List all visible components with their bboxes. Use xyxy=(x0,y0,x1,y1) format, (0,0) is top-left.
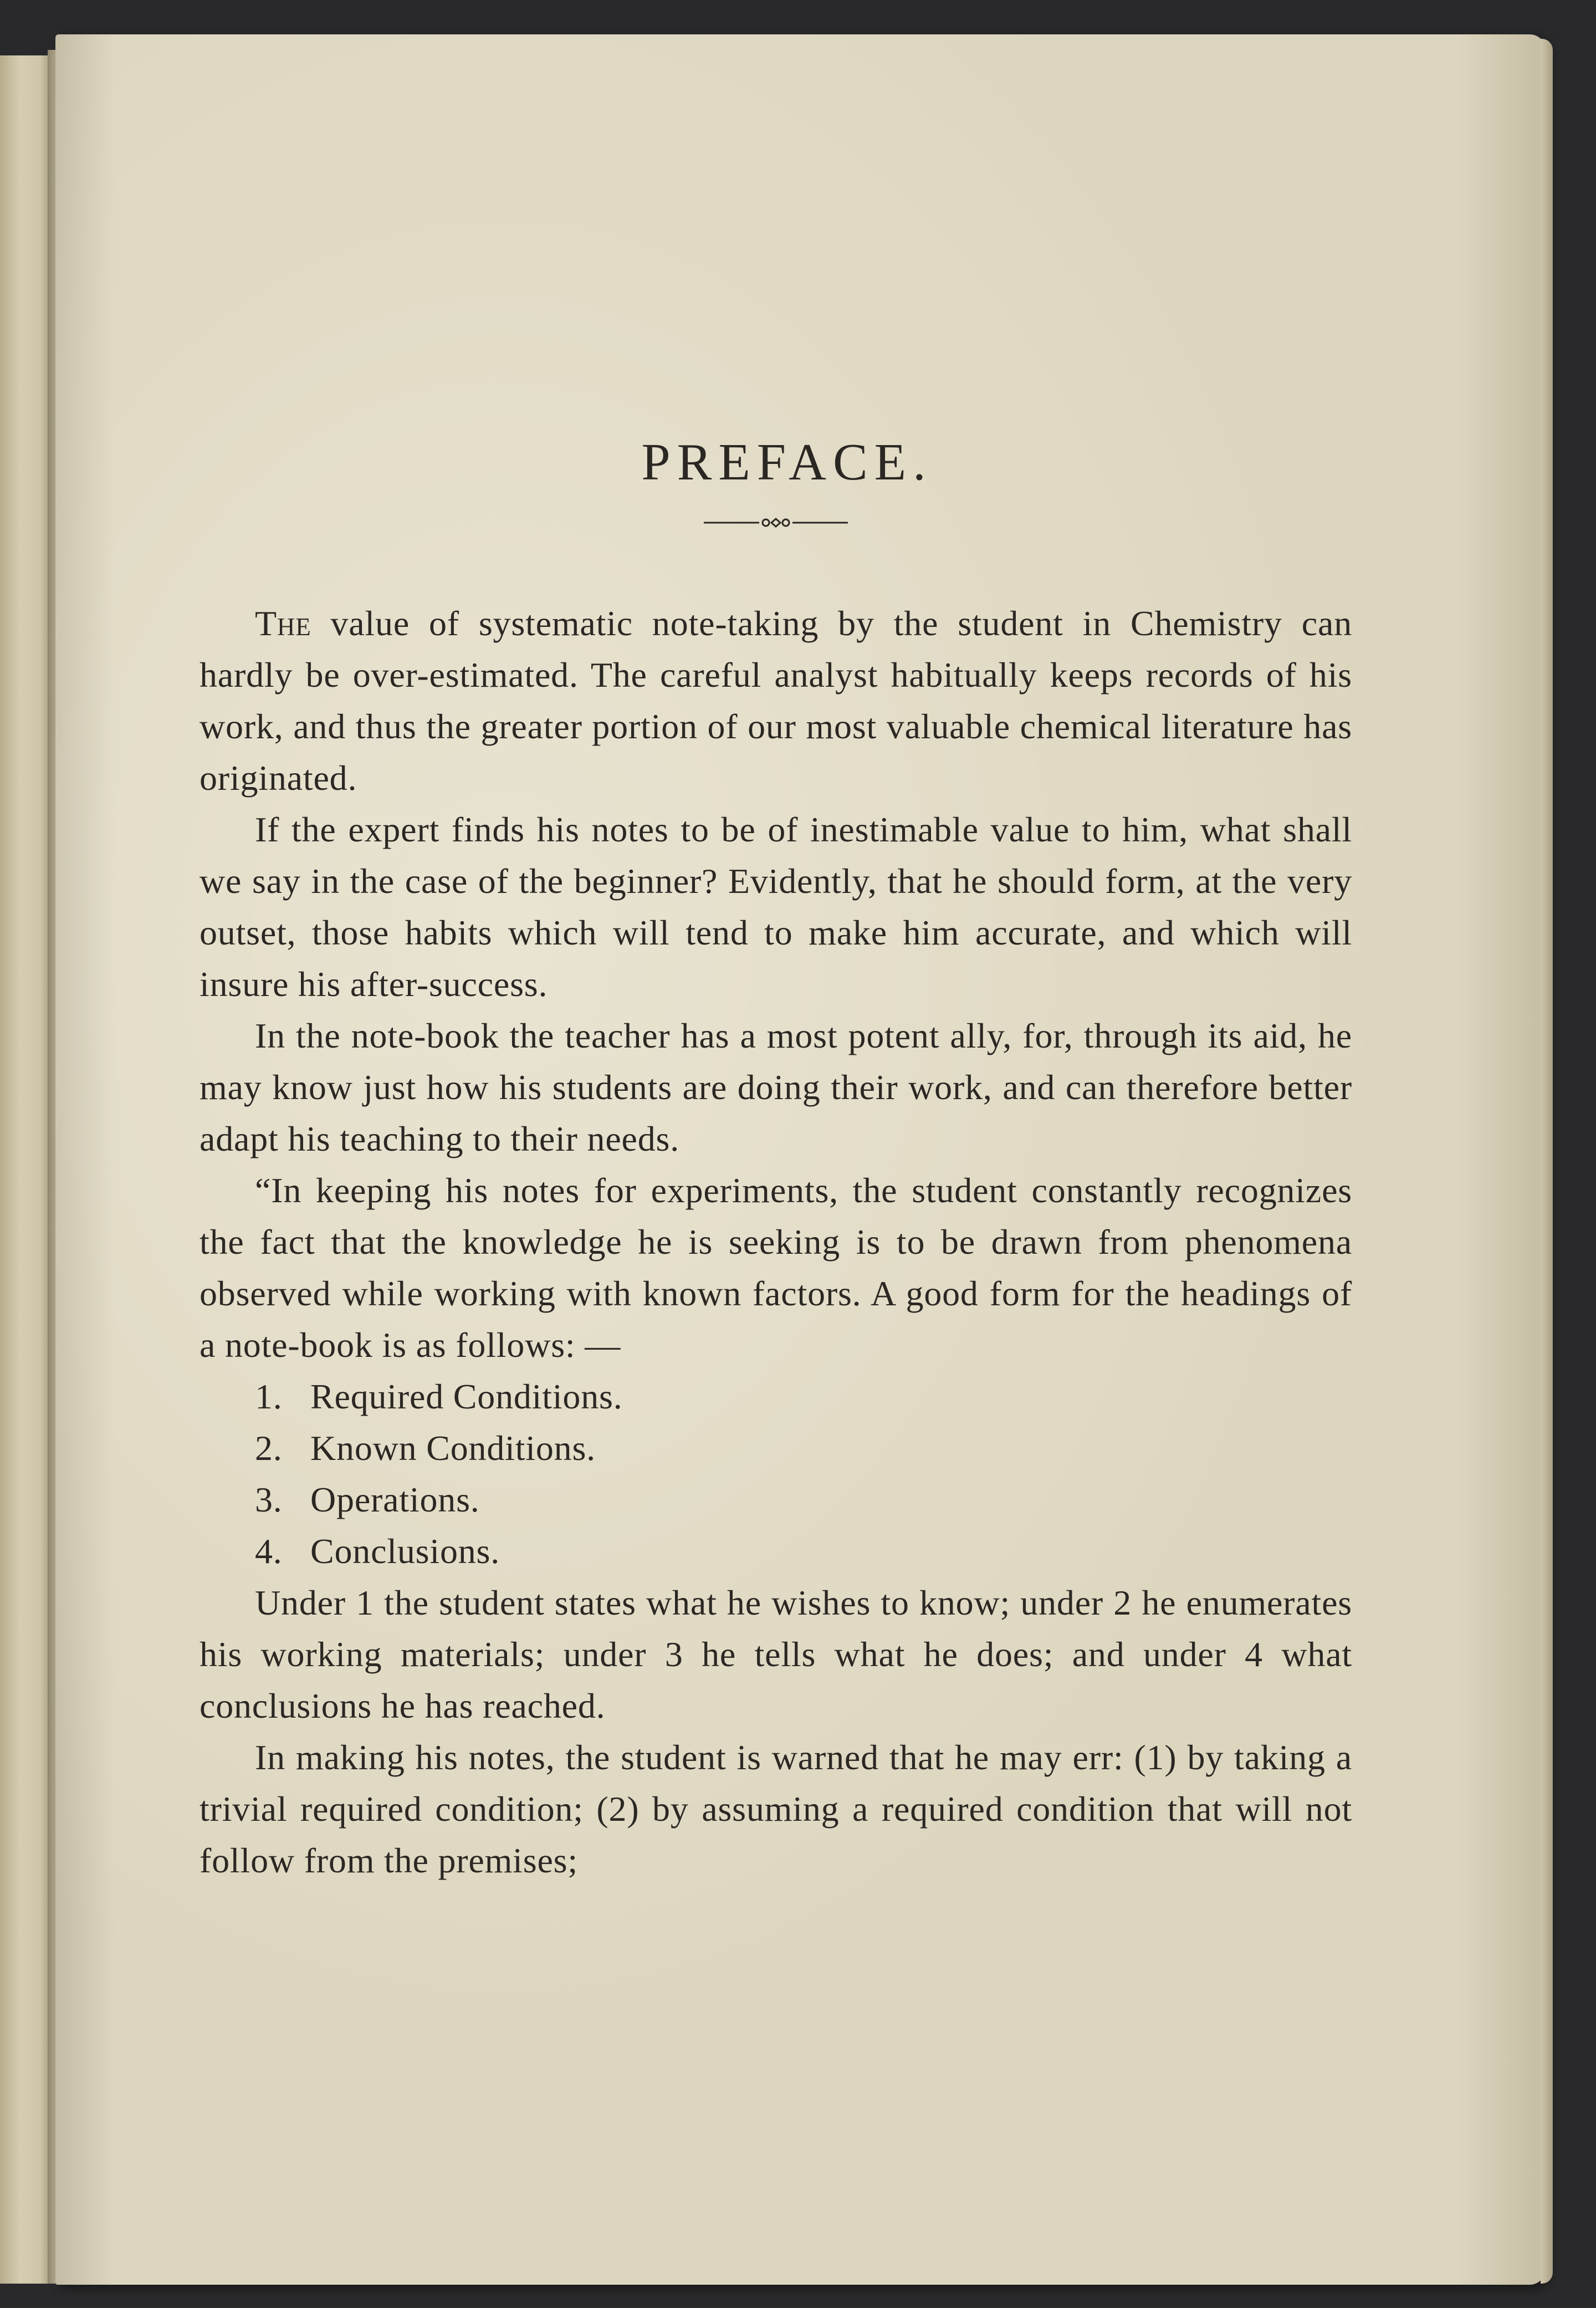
list-number: 2. xyxy=(255,1428,283,1468)
page-content xyxy=(200,432,1352,1886)
list-label: Known Conditions. xyxy=(310,1428,596,1468)
paragraph xyxy=(200,598,1352,804)
paragraph: “In keeping his notes for experiments, the student constantly recognizes the fact that the knowledge he is seeking is to be drawn from phenomena observed while working with known factors. A good form for the headings of a note-book is as follows: — xyxy=(200,1171,1352,1365)
page-fore-edge xyxy=(1541,39,1553,2284)
paragraph: In the note-book the teacher has a most potent ally, for, through its aid, he may know just how his students are doing their work, and can therefore better adapt his teaching to their needs. xyxy=(200,1016,1352,1158)
left-page-edge xyxy=(0,55,50,2284)
list-number: 1. xyxy=(255,1377,283,1416)
list-label: Operations. xyxy=(310,1480,480,1519)
paragraph-lead-word: The xyxy=(255,604,311,643)
list-item xyxy=(255,1525,1352,1577)
paragraph: Under 1 the student states what he wishes to know; under 2 he enumerates his working materials; under 3 he tells what he does; and under 4 what conclusions he has reached. xyxy=(200,1583,1352,1725)
list-number: 3. xyxy=(255,1480,283,1519)
list-item xyxy=(255,1474,1352,1525)
headings-list xyxy=(200,1371,1352,1577)
ornamental-rule-icon xyxy=(704,514,848,531)
list-item xyxy=(255,1422,1352,1474)
paragraph: If the expert finds his notes to be of inestimable value to him, what shall we say in the case of the beginner? Evidently, that he should form, at the very outset, those habits which will tend to make him accurate, and which will insure his after-success. xyxy=(200,810,1352,1004)
list-item xyxy=(255,1371,1352,1422)
page-title: PREFACE. xyxy=(641,433,933,491)
paragraph: In making his notes, the student is warned that he may err: (1) by taking a trivial required condition; (2) by assuming a required condition that will not follow from the premises; xyxy=(200,1738,1352,1880)
paragraph-text: value of systematic note-taking by the student in Chemistry can hardly be over-estimated. The careful analyst habitually keeps records of his work, and thus the greater portion of our most valuable chemical literature has originated. xyxy=(200,604,1352,798)
list-label: Required Conditions. xyxy=(310,1377,623,1416)
list-label: Conclusions. xyxy=(310,1531,500,1571)
list-number: 4. xyxy=(255,1531,283,1571)
